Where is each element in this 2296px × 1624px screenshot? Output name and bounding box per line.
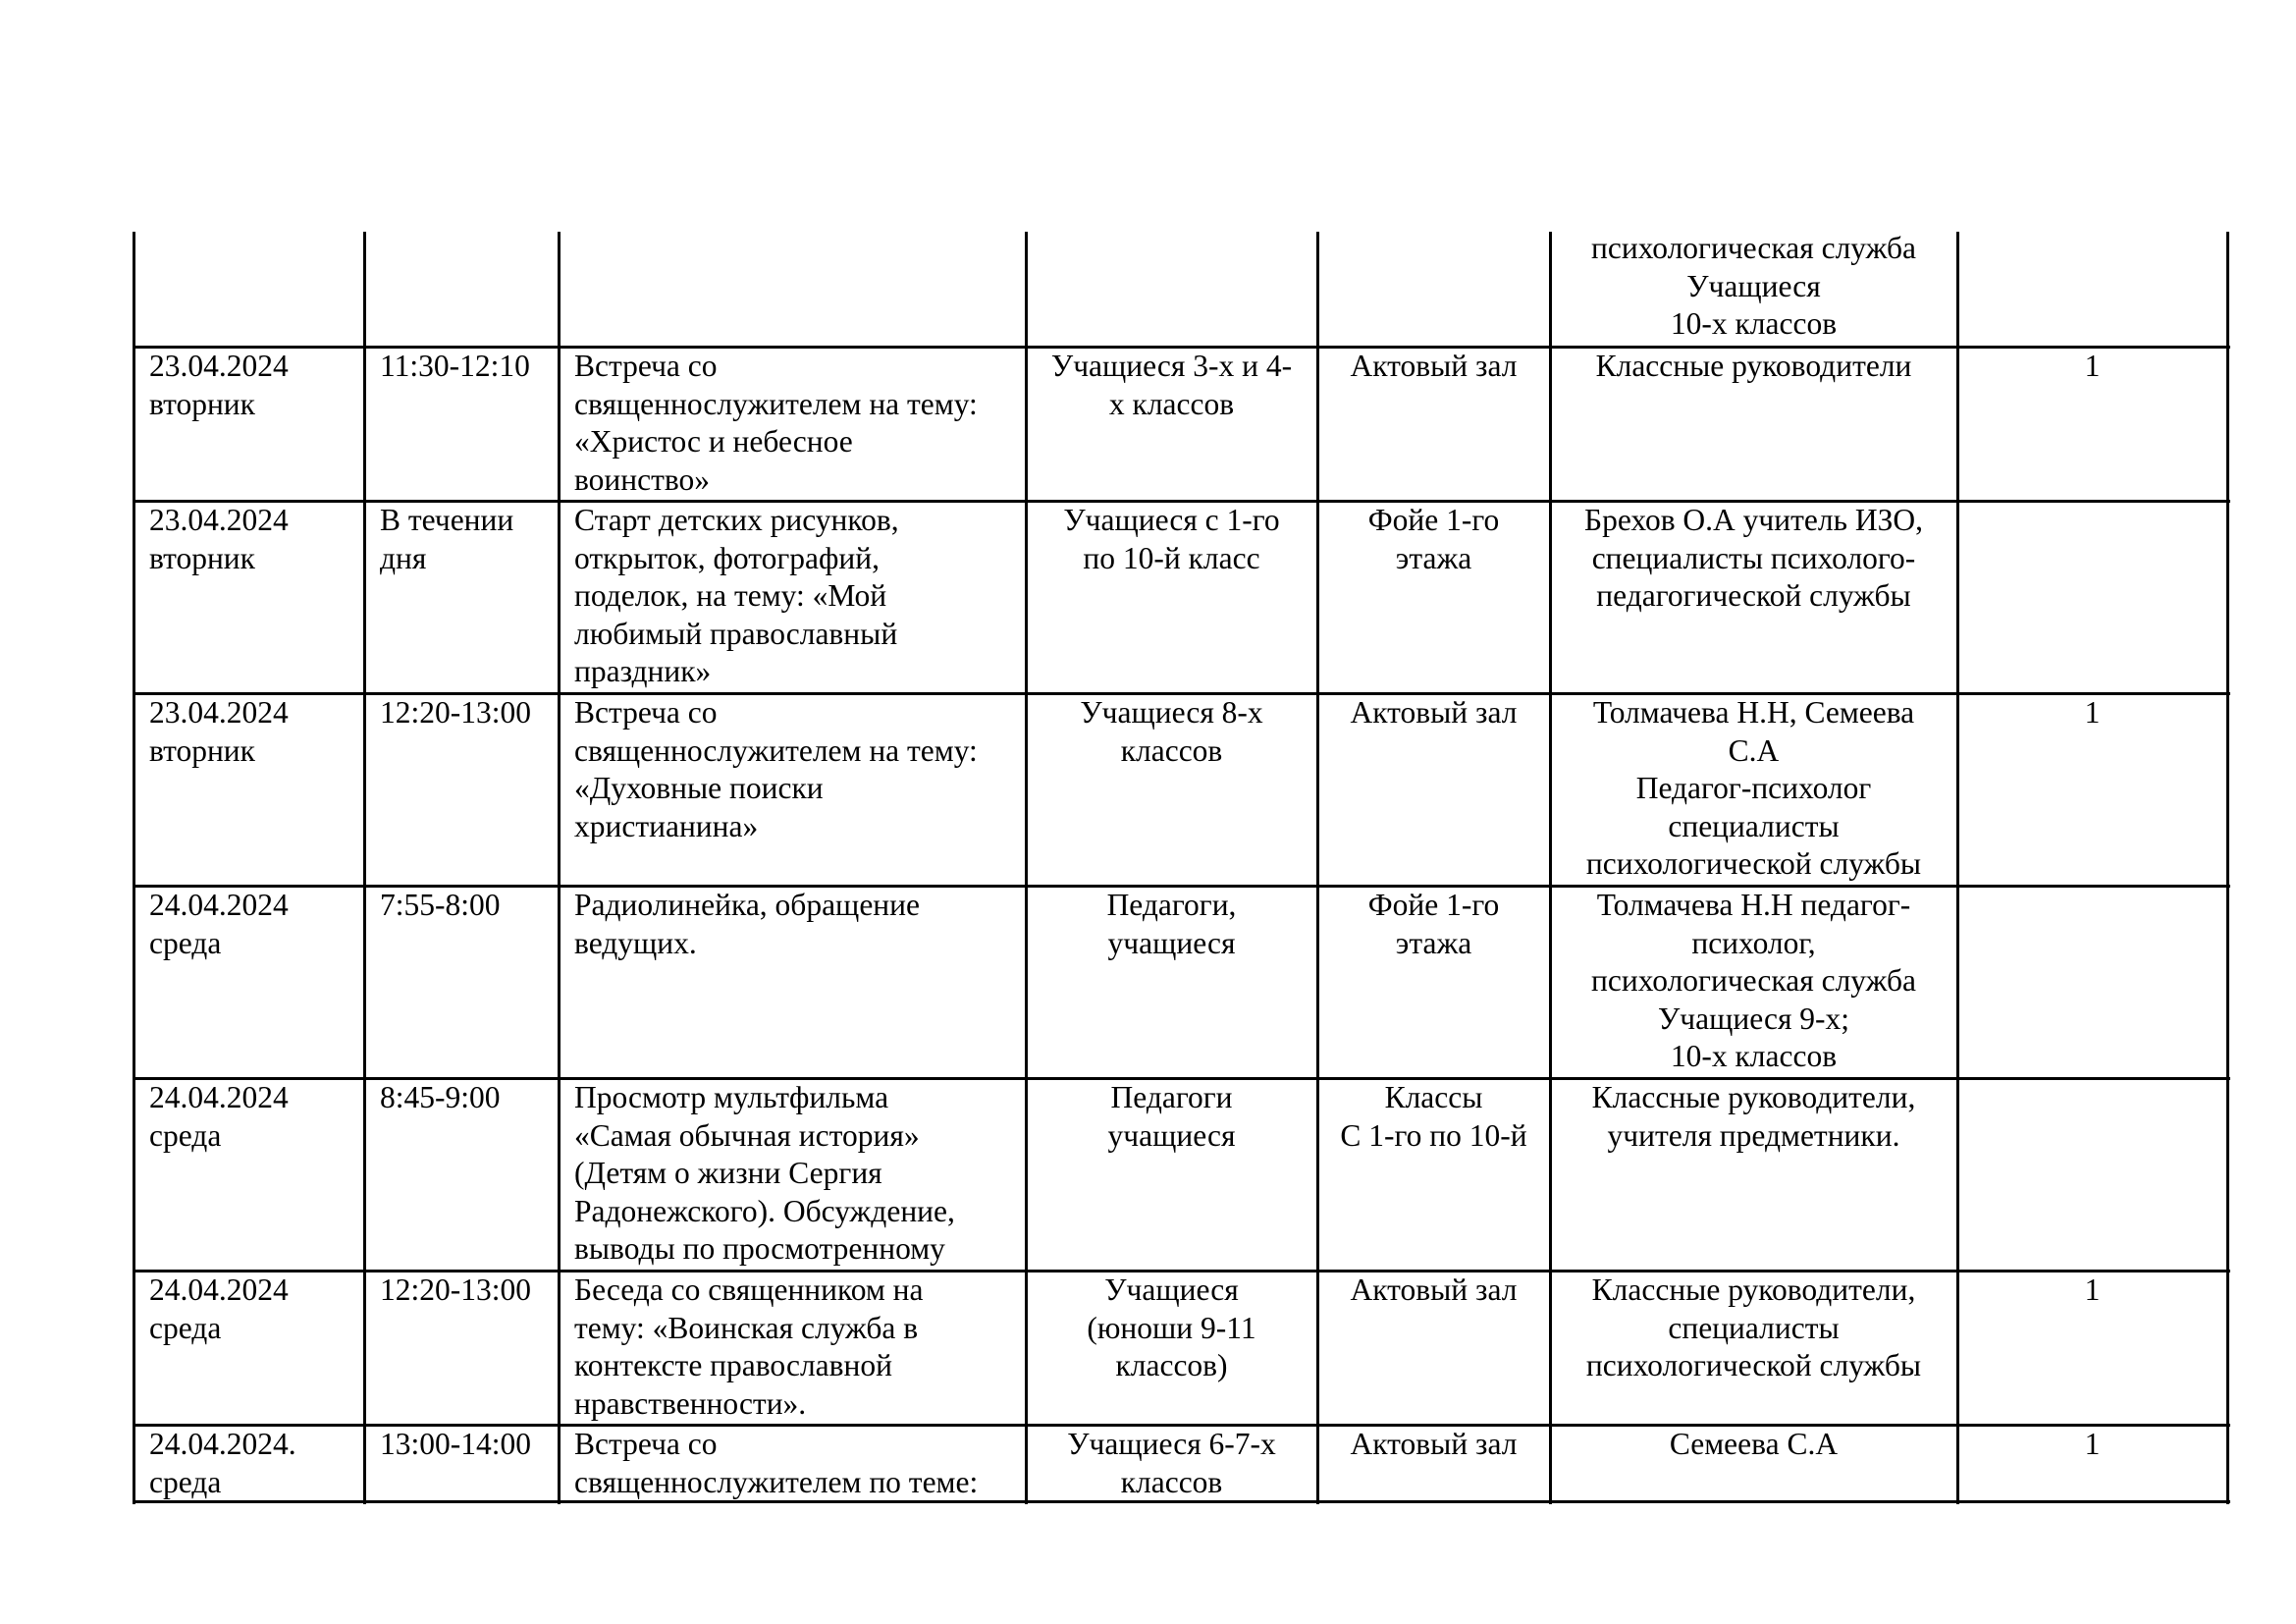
- location-cell: [1317, 694, 1550, 732]
- cell-text-line: «Духовные поиски: [574, 771, 824, 805]
- cell-text-line: священнослужителем по теме:: [574, 1464, 979, 1499]
- cell-text-line: классов: [1120, 732, 1223, 768]
- cell-text-line: Семеева С.А: [1669, 1427, 1839, 1461]
- time-cell: [364, 887, 559, 925]
- event-cell: [559, 1079, 1026, 1269]
- cell-text-line: 23.04.2024: [149, 695, 289, 730]
- cell-text-line: по 10-й класс: [1083, 540, 1260, 575]
- cell-text-line: 23.04.2024: [149, 503, 289, 537]
- cell-text-line: праздник»: [574, 654, 712, 688]
- cell-text-line: С.А: [1728, 732, 1780, 768]
- cell-text-line: психологической службы: [1585, 846, 1922, 881]
- cell-text-line: нравственности».: [574, 1385, 807, 1421]
- date-cell: [133, 1426, 364, 1501]
- cell-text-line: Толмачева Н.Н педагог-: [1596, 888, 1911, 922]
- cell-text-line: 24.04.2024: [149, 1272, 289, 1307]
- cell-text-line: Учащиеся с 1-го: [1063, 503, 1280, 537]
- location-cell: [1317, 502, 1550, 577]
- cell-text-line: Учащиеся 9-х;: [1657, 1001, 1850, 1036]
- participants-cell: [1026, 1426, 1317, 1501]
- responsible-cell: [1550, 694, 1957, 884]
- event-cell: [559, 694, 1026, 845]
- time-cell: [364, 1272, 559, 1310]
- cell-text-line: любимый православный: [574, 616, 898, 651]
- event-cell: [559, 887, 1026, 962]
- table-column-border: [2226, 232, 2229, 1504]
- time-cell: [364, 1426, 559, 1464]
- cell-text-line: 10-х классов: [1670, 1039, 1838, 1073]
- cell-text-line: Учащиеся: [1104, 1272, 1239, 1307]
- cell-text-line: 7:55-8:00: [380, 888, 501, 922]
- cell-text-line: психологическая служба: [1591, 963, 1916, 998]
- date-cell: [133, 1272, 364, 1347]
- cell-text-line: учащиеся: [1107, 1117, 1236, 1153]
- responsible-cell: [1550, 348, 1957, 386]
- cell-text-line: Фойе 1-го: [1367, 888, 1500, 922]
- location-cell: [1317, 887, 1550, 962]
- cell-text-line: Старт детских рисунков,: [574, 503, 899, 537]
- cell-text-line: вторник: [149, 386, 255, 421]
- cell-text-line: специалисты: [1668, 1310, 1840, 1345]
- cell-text-line: 11:30-12:10: [380, 349, 530, 383]
- cell-text-line: контексте православной: [574, 1348, 892, 1382]
- location-cell: [1317, 1272, 1550, 1310]
- cell-text-line: 1: [2084, 695, 2101, 730]
- cell-text-line: Брехов О.А учитель ИЗО,: [1583, 503, 1923, 537]
- time-cell: [364, 694, 559, 732]
- cell-text-line: Беседа со священником на: [574, 1272, 924, 1307]
- cell-text-line: Актовый зал: [1350, 1427, 1518, 1461]
- cell-text-line: Классные руководители: [1595, 349, 1912, 383]
- cell-text-line: Фойе 1-го: [1367, 503, 1500, 537]
- cell-text-line: Актовый зал: [1350, 1272, 1518, 1307]
- cell-text-line: классов: [1120, 1464, 1223, 1499]
- cell-text-line: учащиеся: [1107, 925, 1236, 960]
- cell-text-line: открыток, фотографий,: [574, 540, 880, 575]
- cell-text-line: Просмотр мультфильма: [574, 1080, 889, 1114]
- cell-text-line: Классные руководители,: [1591, 1272, 1916, 1307]
- location-cell: [1317, 1079, 1550, 1155]
- cell-text-line: Актовый зал: [1350, 695, 1518, 730]
- cell-text-line: Педагог-психолог: [1635, 771, 1872, 805]
- cell-text-line: 10-х классов: [1670, 306, 1838, 341]
- location-cell: [1317, 348, 1550, 386]
- responsible-cell: [1550, 502, 1957, 616]
- cell-text-line: (юноши 9-11: [1087, 1310, 1256, 1345]
- cell-text-line: ведущих.: [574, 925, 697, 960]
- date-cell: [133, 502, 364, 577]
- cell-text-line: воинство»: [574, 461, 711, 497]
- cell-text-line: (Детям о жизни Сергия: [574, 1156, 882, 1190]
- cell-text-line: выводы по просмотренному: [574, 1231, 945, 1266]
- participants-cell: [1026, 502, 1317, 577]
- cell-text-line: С 1-го по 10-й: [1340, 1117, 1527, 1153]
- count-cell: [1957, 348, 2227, 386]
- cell-text-line: вторник: [149, 732, 255, 768]
- cell-text-line: Классы: [1384, 1080, 1483, 1114]
- event-cell: [559, 348, 1026, 499]
- cell-text-line: христианина»: [574, 808, 759, 843]
- cell-text-line: тему: «Воинская служба в: [574, 1310, 919, 1345]
- cell-text-line: Классные руководители,: [1591, 1080, 1916, 1114]
- time-cell: [364, 502, 559, 577]
- cell-text-line: дня: [380, 540, 427, 575]
- cell-text-line: Радонежского). Обсуждение,: [574, 1193, 955, 1228]
- cell-text-line: среда: [149, 925, 222, 960]
- cell-text-line: священнослужителем на тему:: [574, 732, 978, 768]
- cell-text-line: специалисты: [1668, 808, 1840, 843]
- count-cell: [1957, 1426, 2227, 1464]
- cell-text-line: Педагоги,: [1106, 888, 1237, 922]
- date-cell: [133, 887, 364, 962]
- cell-text-line: Актовый зал: [1350, 349, 1518, 383]
- cell-text-line: 24.04.2024: [149, 888, 289, 922]
- cell-text-line: Учащиеся 8-х: [1080, 695, 1263, 730]
- cell-text-line: среда: [149, 1464, 222, 1499]
- cell-text-line: 8:45-9:00: [380, 1080, 501, 1114]
- cell-text-line: В течении: [380, 503, 514, 537]
- cell-text-line: Встреча со: [574, 695, 718, 730]
- cell-text-line: Радиолинейка, обращение: [574, 888, 920, 922]
- cell-text-line: Учащиеся 6-7-х: [1067, 1427, 1276, 1461]
- cell-text-line: Учащиеся: [1686, 268, 1821, 303]
- cell-text-line: Встреча со: [574, 1427, 718, 1461]
- cell-text-line: педагогической службы: [1596, 578, 1911, 613]
- event-cell: [559, 502, 1026, 691]
- responsible-cell: [1550, 230, 1957, 344]
- cell-text-line: этажа: [1395, 925, 1472, 960]
- cell-text-line: классов): [1115, 1348, 1228, 1382]
- cell-text-line: Педагоги: [1110, 1080, 1233, 1114]
- date-cell: [133, 348, 364, 423]
- participants-cell: [1026, 1079, 1317, 1155]
- time-cell: [364, 1079, 559, 1117]
- cell-text-line: «Самая обычная история»: [574, 1117, 920, 1153]
- cell-text-line: Учащиеся 3-х и 4-: [1050, 349, 1293, 383]
- count-cell: [1957, 694, 2227, 732]
- cell-text-line: 24.04.2024.: [149, 1427, 296, 1461]
- event-cell: [559, 1272, 1026, 1423]
- event-cell: [559, 1426, 1026, 1501]
- date-cell: [133, 1079, 364, 1155]
- responsible-cell: [1550, 1426, 1957, 1464]
- cell-text-line: специалисты психолого-: [1591, 540, 1916, 575]
- count-cell: [1957, 1272, 2227, 1310]
- cell-text-line: 24.04.2024: [149, 1080, 289, 1114]
- participants-cell: [1026, 1272, 1317, 1385]
- cell-text-line: психолог,: [1691, 925, 1816, 960]
- cell-text-line: 1: [2084, 1427, 2101, 1461]
- cell-text-line: среда: [149, 1310, 222, 1345]
- cell-text-line: среда: [149, 1117, 222, 1153]
- cell-text-line: учителя предметники.: [1607, 1117, 1900, 1153]
- cell-text-line: 1: [2084, 1272, 2101, 1307]
- cell-text-line: вторник: [149, 540, 255, 575]
- cell-text-line: 12:20-13:00: [380, 1272, 531, 1307]
- responsible-cell: [1550, 887, 1957, 1076]
- responsible-cell: [1550, 1272, 1957, 1385]
- cell-text-line: х классов: [1108, 386, 1235, 421]
- date-cell: [133, 694, 364, 770]
- cell-text-line: Толмачева Н.Н, Семеева: [1592, 695, 1915, 730]
- cell-text-line: психологической службы: [1585, 1348, 1922, 1382]
- cell-text-line: психологическая служба: [1591, 231, 1916, 265]
- cell-text-line: этажа: [1395, 540, 1472, 575]
- cell-text-line: священнослужителем на тему:: [574, 386, 978, 421]
- cell-text-line: 12:20-13:00: [380, 695, 531, 730]
- location-cell: [1317, 1426, 1550, 1464]
- cell-text-line: «Христос и небесное: [574, 424, 853, 459]
- schedule-table: [133, 232, 2230, 1504]
- cell-text-line: 13:00-14:00: [380, 1427, 531, 1461]
- cell-text-line: Встреча со: [574, 349, 718, 383]
- participants-cell: [1026, 887, 1317, 962]
- cell-text-line: поделок, на тему: «Мой: [574, 578, 887, 613]
- participants-cell: [1026, 694, 1317, 770]
- responsible-cell: [1550, 1079, 1957, 1155]
- cell-text-line: 1: [2084, 349, 2101, 383]
- participants-cell: [1026, 348, 1317, 423]
- time-cell: [364, 348, 559, 386]
- cell-text-line: 23.04.2024: [149, 349, 289, 383]
